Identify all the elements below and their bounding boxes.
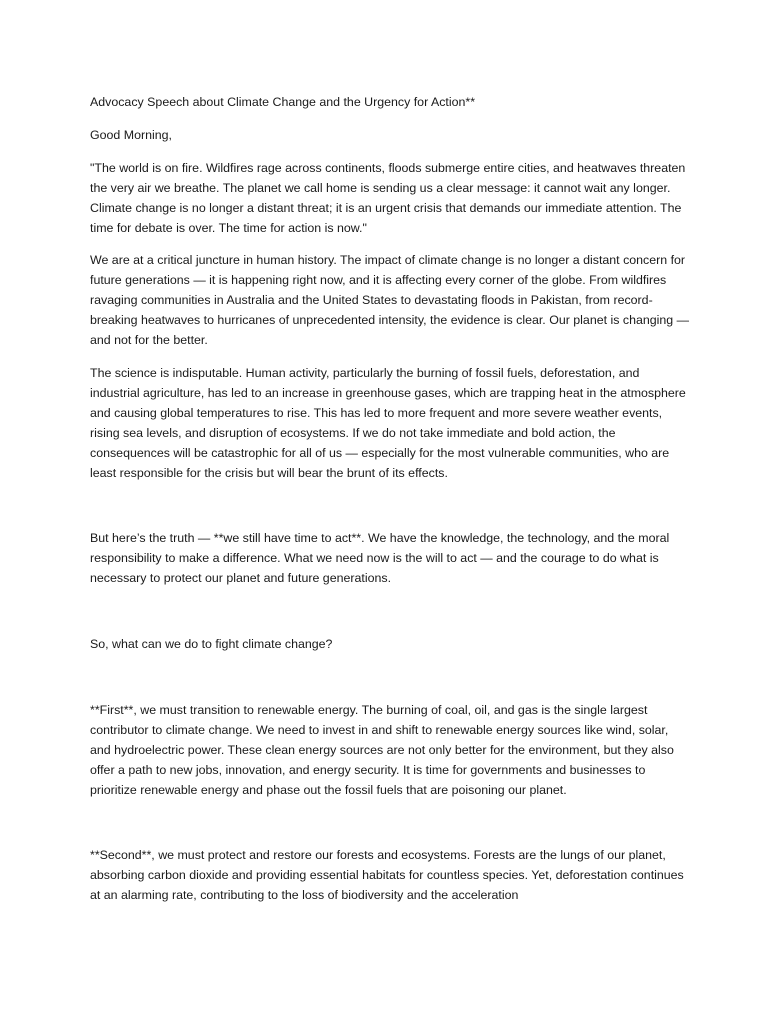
document-title: Advocacy Speech about Climate Change and the Urgency for Action** <box>90 95 476 109</box>
paragraph-second-point: **Second**, we must protect and restore our forests and ecosystems. Forests are the lungs of our planet, absorbing carbon dioxide and providing essential habitats for countless species. Yet, deforestation continues at an alarming rate, contributing to the loss of biodiversity and the acceleration <box>90 848 684 902</box>
paragraph-opening-quote: "The world is on fire. Wildfires rage across continents, floods submerge entire cities, and heatwaves threaten the very air we breathe. The planet we call home is sending us a clear message: it cannot wait any longer. Climate change is no longer a distant threat; it is an urgent crisis that demands our immediate attention. The time for debate is over. The time for action is now." <box>90 161 686 235</box>
paragraph-question: So, what can we do to fight climate change? <box>90 637 333 651</box>
paragraph-science: The science is indisputable. Human activity, particularly the burning of fossil fuels, deforestation, and industrial agriculture, has led to an increase in greenhouse gases, which are trapping heat in the atmosphere and causing global temperatures to rise. This has led to more frequent and more severe weather events, rising sea levels, and disruption of ecosystems. If we do not take immediate and bold action, the consequences will be catastrophic for all of us — especially for the most vulnerable communities, who are least responsible for the crisis but will bear the brunt of its effects. <box>90 366 686 480</box>
document-body <box>90 92 690 905</box>
greeting: Good Morning, <box>90 128 172 142</box>
paragraph-critical-juncture: We are at a critical juncture in human history. The impact of climate change is no longer a distant concern for future generations — it is happening right now, and it is affecting every corner of the globe. From wildfires ravaging communities in Australia and the United States to devastating floods in Pakistan, from record-breaking heatwaves to hurricanes of unprecedented intensity, the evidence is clear. Our planet is changing — and not for the better. <box>90 253 690 347</box>
paragraph-truth: But here’s the truth — **we still have time to act**. We have the knowledge, the technology, and the moral responsibility to make a difference. What we need now is the will to act — and the courage to do what is necessary to protect our planet and future generations. <box>90 531 670 585</box>
paragraph-first-point: **First**, we must transition to renewable energy. The burning of coal, oil, and gas is the single largest contributor to climate change. We need to invest in and shift to renewable energy sources like wind, solar, and hydroelectric power. These clean energy sources are not only better for the environment, but they also offer a path to new jobs, innovation, and energy security. It is time for governments and businesses to prioritize renewable energy and phase out the fossil fuels that are poisoning our planet. <box>90 703 674 797</box>
